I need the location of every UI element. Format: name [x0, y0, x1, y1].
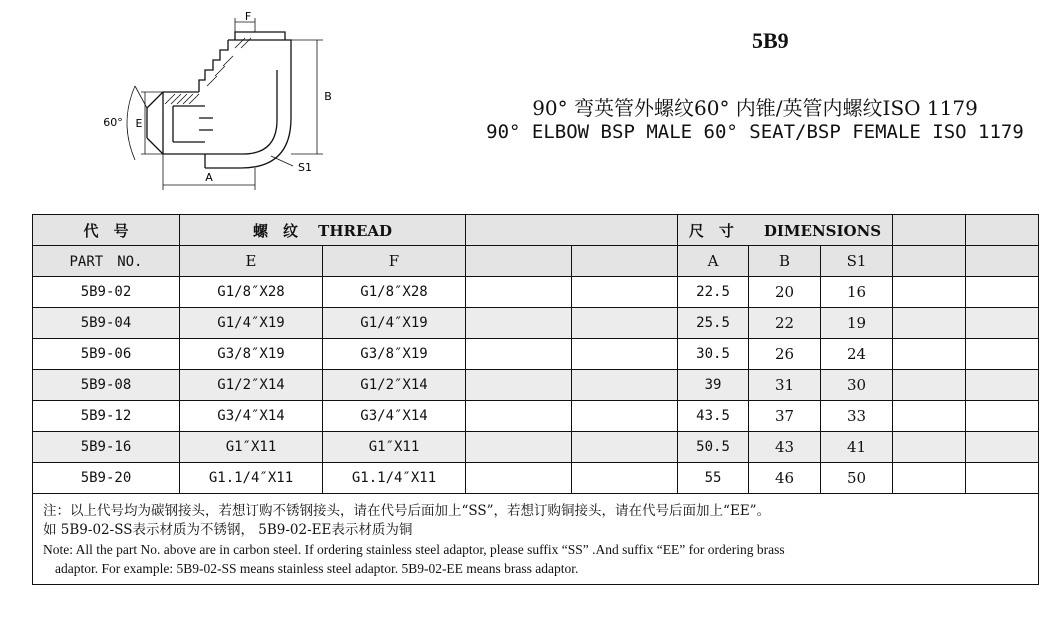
cell-blank [966, 277, 1039, 308]
header-code-cn: 代 号 [33, 215, 180, 246]
table-row [33, 463, 1039, 494]
cell-part: 5B9-04 [33, 308, 180, 339]
product-title-cn: 90° 弯英管外螺纹60° 内锥/英管内螺纹ISO 1179 [532, 96, 978, 120]
header-part-no: PART NO. [33, 246, 180, 277]
cell-blank [893, 339, 966, 370]
cell-blank [572, 339, 678, 370]
cell-blank [466, 432, 572, 463]
cell-s1: 50 [821, 463, 893, 494]
cell-part: 5B9-12 [33, 401, 180, 432]
header-f: F [323, 246, 466, 277]
cell-blank [572, 308, 678, 339]
cell-blank [572, 463, 678, 494]
cell-blank [572, 370, 678, 401]
cell-b: 43 [749, 432, 821, 463]
product-code: 5B9 [752, 28, 789, 53]
cell-blank [893, 370, 966, 401]
table-row [33, 370, 1039, 401]
table-header-row-2 [33, 246, 1039, 277]
cell-f: G1/8″X28 [323, 277, 466, 308]
cell-blank [572, 277, 678, 308]
cell-a: 55 [678, 463, 749, 494]
header-dimensions: 尺 寸 DIMENSIONS [678, 215, 893, 246]
header-blank [893, 215, 966, 246]
cell-b: 31 [749, 370, 821, 401]
header-blank [466, 215, 678, 246]
note-cn-line-2: 如 5B9-02-SS表示材质为不锈钢， 5B9-02-EE表示材质为铜 [43, 522, 413, 538]
cell-blank [466, 401, 572, 432]
cell-blank [466, 277, 572, 308]
cell-a: 43.5 [678, 401, 749, 432]
cell-f: G1/2″X14 [323, 370, 466, 401]
cell-blank [893, 401, 966, 432]
header-thread: 螺 纹 THREAD [180, 215, 466, 246]
cell-blank [466, 370, 572, 401]
table-row [33, 277, 1039, 308]
note-cell [33, 494, 1039, 585]
cell-blank [966, 370, 1039, 401]
cell-a: 39 [678, 370, 749, 401]
cell-blank [966, 401, 1039, 432]
header-blank [466, 246, 572, 277]
note-en-line-2: adaptor. For example: 5B9-02-SS means stainless steel adaptor. 5B9-02-EE means brass adaptor. [55, 561, 579, 576]
cell-part: 5B9-16 [33, 432, 180, 463]
dim-b-label: B [324, 90, 332, 103]
cell-a: 50.5 [678, 432, 749, 463]
cell-blank [466, 308, 572, 339]
note-row [33, 494, 1039, 585]
header-blank [572, 246, 678, 277]
cell-blank [966, 432, 1039, 463]
dim-e-label: E [135, 117, 143, 130]
header-blank [966, 246, 1039, 277]
cell-blank [466, 463, 572, 494]
header-e: E [180, 246, 323, 277]
header-s1: S1 [821, 246, 893, 277]
table-row [33, 432, 1039, 463]
cell-blank [572, 432, 678, 463]
cell-b: 46 [749, 463, 821, 494]
cell-s1: 19 [821, 308, 893, 339]
header-a: A [678, 246, 749, 277]
cell-blank [893, 432, 966, 463]
table-header-row-1 [33, 215, 1039, 246]
cell-e: G1/4″X19 [180, 308, 323, 339]
cell-blank [966, 339, 1039, 370]
note-en-line-1: Note: All the part No. above are in carbon steel. If ordering stainless steel adaptor, please suffix “SS” .And suffix “EE” for ordering brass [43, 542, 785, 557]
cell-a: 25.5 [678, 308, 749, 339]
cell-e: G3/4″X14 [180, 401, 323, 432]
cell-blank [466, 339, 572, 370]
header-b: B [749, 246, 821, 277]
header-blank [966, 215, 1039, 246]
cell-e: G1.1/4″X11 [180, 463, 323, 494]
cell-a: 30.5 [678, 339, 749, 370]
table-row [33, 339, 1039, 370]
spec-table [32, 214, 1039, 585]
cell-blank [893, 277, 966, 308]
elbow-fitting-drawing [95, 8, 335, 198]
cell-a: 22.5 [678, 277, 749, 308]
cell-f: G1/4″X19 [323, 308, 466, 339]
angle-label: 60° [103, 116, 123, 129]
cell-s1: 16 [821, 277, 893, 308]
cell-f: G1″X11 [323, 432, 466, 463]
cell-blank [966, 463, 1039, 494]
cell-f: G3/8″X19 [323, 339, 466, 370]
cell-part: 5B9-02 [33, 277, 180, 308]
cell-s1: 33 [821, 401, 893, 432]
cell-blank [893, 463, 966, 494]
cell-f: G3/4″X14 [323, 401, 466, 432]
cell-part: 5B9-08 [33, 370, 180, 401]
cell-s1: 24 [821, 339, 893, 370]
dim-s1-label: S1 [298, 161, 312, 174]
dim-a-label: A [205, 171, 213, 184]
cell-b: 26 [749, 339, 821, 370]
cell-s1: 41 [821, 432, 893, 463]
cell-e: G1/2″X14 [180, 370, 323, 401]
header-blank [893, 246, 966, 277]
cell-e: G3/8″X19 [180, 339, 323, 370]
cell-b: 20 [749, 277, 821, 308]
note-cn-line-1: 注：以上代号均为碳钢接头，若想订购不锈钢接头，请在代号后面加上“SS”，若想订购铜接头，请在代号后面加上“EE”。 [43, 503, 771, 519]
product-title-en: 90° ELBOW BSP MALE 60° SEAT/BSP FEMALE ISO 1179 [486, 121, 1024, 143]
cell-blank [966, 308, 1039, 339]
table-row [33, 401, 1039, 432]
cell-blank [893, 308, 966, 339]
cell-e: G1″X11 [180, 432, 323, 463]
cell-e: G1/8″X28 [180, 277, 323, 308]
cell-part: 5B9-06 [33, 339, 180, 370]
cell-b: 22 [749, 308, 821, 339]
cell-s1: 30 [821, 370, 893, 401]
cell-f: G1.1/4″X11 [323, 463, 466, 494]
cell-part: 5B9-20 [33, 463, 180, 494]
cell-blank [572, 401, 678, 432]
table-row [33, 308, 1039, 339]
cell-b: 37 [749, 401, 821, 432]
dim-f-label: F [244, 10, 252, 23]
